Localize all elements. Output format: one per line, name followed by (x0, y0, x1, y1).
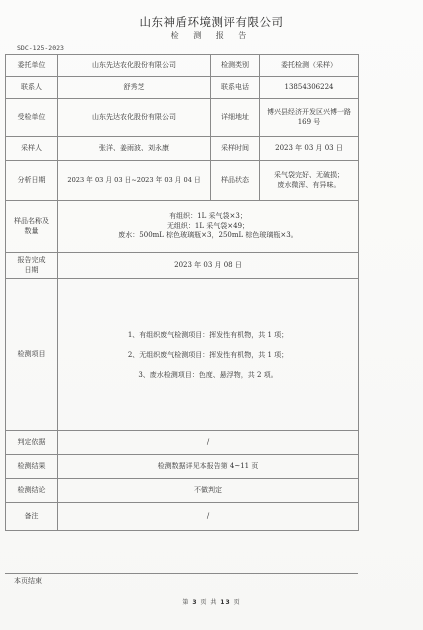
conclusion-value: 不做判定 (58, 479, 359, 503)
table-row (6, 77, 359, 99)
inspected-unit-label: 受检单位 (6, 99, 58, 137)
table-row (6, 503, 359, 531)
detection-item-1: 1、有组织废气检测项目：挥发性有机物，共 1 项； (127, 330, 289, 339)
address-line-1: 博兴县经济开发区兴博一路 (267, 108, 351, 117)
contact-value: 舒秀芝 (58, 77, 211, 99)
end-of-page-note: 本页结束 (14, 577, 42, 585)
sample-name-line-3: 废水：500mL 棕色玻璃瓶×3，250mL 棕色玻璃瓶×3。 (118, 231, 298, 240)
report-table (5, 54, 359, 531)
completion-date-value: 2023 年 03 月 08 日 (58, 253, 359, 279)
remarks-value: / (58, 503, 359, 531)
sample-status-line-2: 废水微浑、有异味。 (277, 180, 341, 189)
sample-status-value (260, 161, 359, 201)
table-row (6, 137, 359, 161)
sample-name-label-line-1: 样品名称及 (14, 217, 49, 226)
completion-label-line-2: 日期 (24, 265, 39, 274)
sampler-label: 采样人 (6, 137, 58, 161)
inspected-unit-value: 山东先达农化股份有限公司 (58, 99, 211, 137)
detection-item-2: 2、无组织废气检测项目：挥发性有机物，共 1 项； (127, 350, 289, 359)
detection-item-3: 3、废水检测项目：色度、悬浮物，共 2 项。 (138, 370, 278, 379)
sample-name-line-1: 有组织：1L 采气袋×3； (169, 212, 247, 221)
sample-status-label: 样品状态 (211, 161, 260, 201)
page-middle: 页 共 (200, 599, 218, 606)
analysis-date-label: 分析日期 (6, 161, 58, 201)
result-value: 检测数据详见本报告第 4~11 页 (58, 455, 359, 479)
company-name: 山东神盾环境测评有限公司 (139, 15, 284, 29)
judgment-basis-label: 判定依据 (6, 431, 58, 455)
phone-value: 13854306224 (260, 77, 359, 99)
detection-items-label: 检测项目 (6, 279, 58, 431)
table-row (6, 455, 359, 479)
page-prefix: 第 (182, 599, 190, 606)
table-row (6, 99, 359, 137)
document-number: SDC-125-2023 (17, 44, 64, 52)
sample-name-value (58, 201, 359, 253)
table-row (6, 161, 359, 201)
sampling-time-value: 2023 年 03 月 03 日 (260, 137, 359, 161)
sampler-value: 张洋、姜雨波、刘永康 (58, 137, 211, 161)
sample-name-line-2: 无组织：1L 采气袋×49； (166, 221, 250, 230)
detection-items-value (58, 279, 359, 431)
table-row (6, 279, 359, 431)
sample-name-label-line-2: 数量 (24, 226, 39, 235)
sample-name-label (6, 201, 58, 253)
table-row (6, 253, 359, 279)
result-label: 检测结果 (6, 455, 58, 479)
address-label: 详细地址 (211, 99, 260, 137)
report-title: 检 测 报 告 (170, 31, 253, 40)
judgment-basis-value: / (58, 431, 359, 455)
address-value (260, 99, 359, 137)
footer-divider (5, 573, 358, 574)
analysis-date-value: 2023 年 03 月 03 日~2023 年 03 月 04 日 (58, 161, 211, 201)
table-row (6, 431, 359, 455)
page-current: 3 (192, 599, 198, 606)
client-unit-value: 山东先达农化股份有限公司 (58, 55, 211, 77)
test-type-value: 委托检测（采样） (260, 55, 359, 77)
remarks-label: 备注 (6, 503, 58, 531)
page-number (0, 597, 423, 606)
table-row (6, 55, 359, 77)
page-total: 13 (220, 599, 231, 606)
phone-label: 联系电话 (211, 77, 260, 99)
table-row (6, 201, 359, 253)
test-type-label: 检测类别 (211, 55, 260, 77)
client-unit-label: 委托单位 (6, 55, 58, 77)
table-row (6, 479, 359, 503)
conclusion-label: 检测结论 (6, 479, 58, 503)
completion-date-label (6, 253, 58, 279)
sampling-time-label: 采样时间 (211, 137, 260, 161)
sample-status-line-1: 采气袋完好、无破损； (274, 171, 344, 180)
contact-label: 联系人 (6, 77, 58, 99)
completion-label-line-1: 报告完成 (17, 256, 46, 265)
page-suffix: 页 (233, 599, 241, 606)
address-line-2: 169 号 (297, 117, 321, 126)
